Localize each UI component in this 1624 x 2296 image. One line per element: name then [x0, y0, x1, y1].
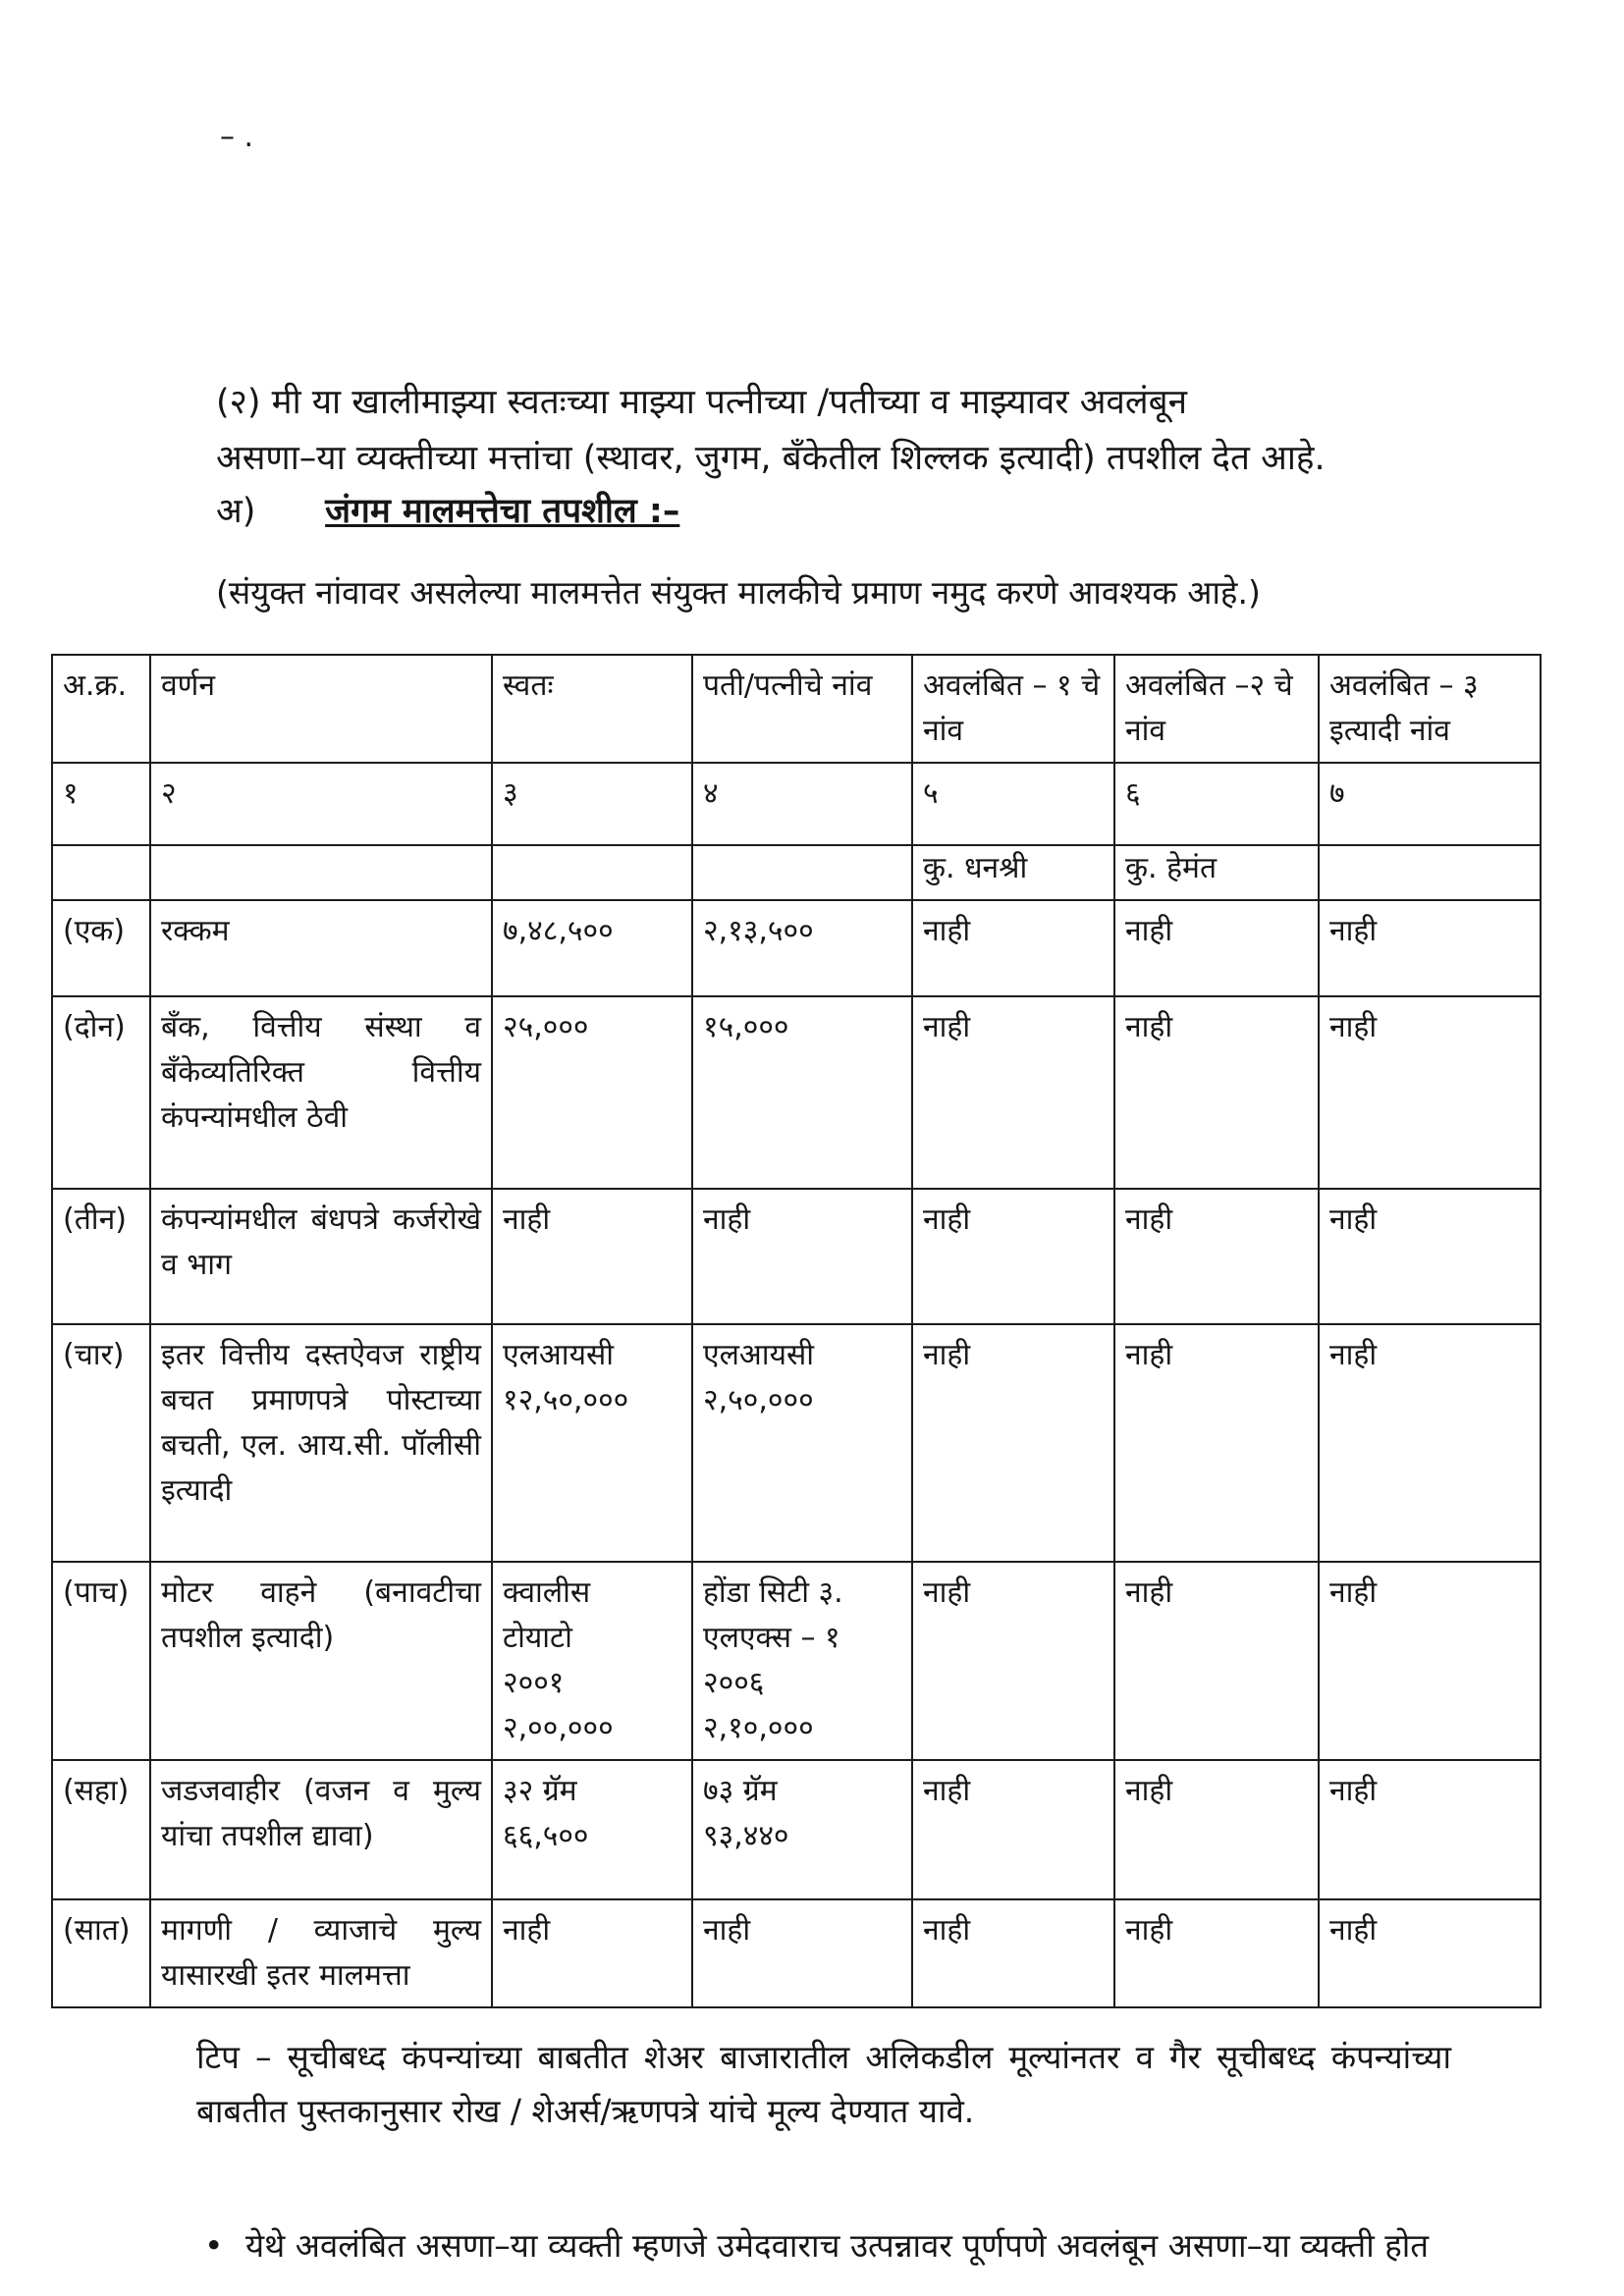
row-serial: (सहा) [52, 1760, 150, 1899]
table-header-row [52, 655, 1541, 763]
column-number: ३ [492, 763, 692, 845]
row-serial: (दोन) [52, 996, 150, 1189]
row-dependent-2-value: नाही [1114, 1899, 1319, 2007]
column-number: ६ [1114, 763, 1319, 845]
row-spouse-value: एलआयसी २,५०,००० [692, 1324, 912, 1562]
table-row [52, 1324, 1541, 1562]
row-dependent-2-value: नाही [1114, 1760, 1319, 1899]
dependent-name-cell [52, 845, 150, 900]
row-spouse-value: नाही [692, 1899, 912, 2007]
header-dependent-1: अवलंबित – १ चे नांव [912, 655, 1114, 763]
row-spouse-value: ७३ ग्रॅम ९३,४४० [692, 1760, 912, 1899]
row-self-value: एलआयसी १२,५०,००० [492, 1324, 692, 1562]
bullet-dot: • [204, 2226, 224, 2265]
column-number: ५ [912, 763, 1114, 845]
row-dependent-1-value: नाही [912, 1899, 1114, 2007]
header-dependent-3: अवलंबित – ३ इत्यादी नांव [1319, 655, 1541, 763]
row-dependent-2-value: नाही [1114, 900, 1319, 996]
table-row [52, 1760, 1541, 1899]
column-number: २ [150, 763, 492, 845]
intro-line-1: (२) मी या खालीमाझ्या स्वतःच्या माझ्या पत्नीच्या /पतीच्या व माझ्यावर अवलंबून [216, 383, 1188, 422]
row-dependent-3-value: नाही [1319, 1189, 1541, 1324]
row-description: बॅंक, वित्तीय संस्था व बॅंकेव्यतिरिक्त वित्तीय कंपन्यांमधील ठेवी [150, 996, 492, 1189]
row-spouse-value: नाही [692, 1189, 912, 1324]
row-dependent-1-value: नाही [912, 1189, 1114, 1324]
dependent-name-cell: कु. धनश्री [912, 845, 1114, 900]
row-dependent-1-value: नाही [912, 900, 1114, 996]
row-dependent-2-value: नाही [1114, 996, 1319, 1189]
column-number-row [52, 763, 1541, 845]
row-self-value: नाही [492, 1189, 692, 1324]
row-serial: (चार) [52, 1324, 150, 1562]
section-marker: अ) [216, 492, 256, 531]
column-number: ७ [1319, 763, 1541, 845]
table-row [52, 1562, 1541, 1760]
section-title: जंगम मालमत्तेचा तपशील :– [325, 492, 680, 531]
row-description: जडजवाहीर (वजन व मुल्य यांचा तपशील द्यावा) [150, 1760, 492, 1899]
row-description: इतर वित्तीय दस्तऐवज राष्ट्रीय बचत प्रमाणपत्रे पोस्टाच्या बचती, एल. आय.सी. पॉलीसी इत्यादी [150, 1324, 492, 1562]
row-serial: (एक) [52, 900, 150, 996]
row-dependent-1-value: नाही [912, 996, 1114, 1189]
row-dependent-1-value: नाही [912, 1760, 1114, 1899]
joint-ownership-note: (संयुक्त नांवावर असलेल्या मालमत्तेत संयुक्त मालकीचे प्रमाण नमुद करणे आवश्यक आहे.) [216, 573, 1261, 612]
row-dependent-3-value: नाही [1319, 996, 1541, 1189]
footnote-tip: टिप – सूचीबध्द कंपन्यांच्या बाबतीत शेअर बाजारातील अलिकडील मूल्यांनतर व गैर सूचीबध्द कंपन्यांच्या बाबतीत पुस्तकानुसार रोख / शेअर्स/ऋणपत्रे यांचे मूल्य देण्यात यावे. [196, 2038, 1451, 2130]
column-number: १ [52, 763, 150, 845]
row-dependent-1-value: नाही [912, 1324, 1114, 1562]
header-self: स्वतः [492, 655, 692, 763]
header-serial: अ.क्र. [52, 655, 150, 763]
row-dependent-3-value: नाही [1319, 1324, 1541, 1562]
table-row [52, 1899, 1541, 2007]
row-description: कंपन्यांमधील बंधपत्रे कर्जरोखे व भाग [150, 1189, 492, 1324]
dependent-name-cell [492, 845, 692, 900]
row-serial: (पाच) [52, 1562, 150, 1760]
bullet-text: येथे अवलंबित असणा–या व्यक्ती म्हणजे उमेदवाराच उत्पन्नावर पूर्णपणे अवलंबून असणा–या व्यक्ती होत [245, 2226, 1430, 2265]
row-self-value: ७,४८,५०० [492, 900, 692, 996]
row-dependent-2-value: नाही [1114, 1189, 1319, 1324]
table-row [52, 996, 1541, 1189]
dependent-name-cell: कु. हेमंत [1114, 845, 1319, 900]
header-description: वर्णन [150, 655, 492, 763]
row-serial: (सात) [52, 1899, 150, 2007]
dependent-names-row [52, 845, 1541, 900]
row-self-value: क्वालीस टोयाटो २००१ २,००,००० [492, 1562, 692, 1760]
row-dependent-3-value: नाही [1319, 900, 1541, 996]
table-row [52, 900, 1541, 996]
dependent-name-cell [150, 845, 492, 900]
row-spouse-value: होंडा सिटी ३. एलएक्स – १ २००६ २,१०,००० [692, 1562, 912, 1760]
column-number: ४ [692, 763, 912, 845]
table-row [52, 1189, 1541, 1324]
row-description: मोटर वाहने (बनावटीचा तपशील इत्यादी) [150, 1562, 492, 1760]
row-dependent-3-value: नाही [1319, 1760, 1541, 1899]
dependent-name-cell [1319, 845, 1541, 900]
movable-assets-table [51, 654, 1542, 2008]
row-dependent-2-value: नाही [1114, 1562, 1319, 1760]
intro-line-2: असणा–या व्यक्तीच्या मत्तांचा (स्थावर, जुगम, बॅंकेतील शिल्लक इत्यादी) तपशील देत आहे. [216, 439, 1326, 478]
row-description: रक्कम [150, 900, 492, 996]
header-spouse: पती/पत्नीचे नांव [692, 655, 912, 763]
row-description: मागणी / व्याजाचे मुल्य यासारखी इतर मालमत्ता [150, 1899, 492, 2007]
section-heading [216, 487, 679, 533]
row-dependent-1-value: नाही [912, 1562, 1114, 1760]
row-spouse-value: २,१३,५०० [692, 900, 912, 996]
row-dependent-3-value: नाही [1319, 1562, 1541, 1760]
header-dependent-2: अवलंबित –२ चे नांव [1114, 655, 1319, 763]
row-self-value: ३२ ग्रॅम ६६,५०० [492, 1760, 692, 1899]
row-dependent-3-value: नाही [1319, 1899, 1541, 2007]
intro-paragraph [216, 375, 1469, 487]
row-dependent-2-value: नाही [1114, 1324, 1319, 1562]
row-self-value: २५,००० [492, 996, 692, 1189]
dependent-definition-bullet [204, 2218, 1453, 2273]
row-self-value: नाही [492, 1899, 692, 2007]
row-spouse-value: १५,००० [692, 996, 912, 1189]
stray-mark: – . [220, 120, 254, 154]
row-serial: (तीन) [52, 1189, 150, 1324]
dependent-name-cell [692, 845, 912, 900]
